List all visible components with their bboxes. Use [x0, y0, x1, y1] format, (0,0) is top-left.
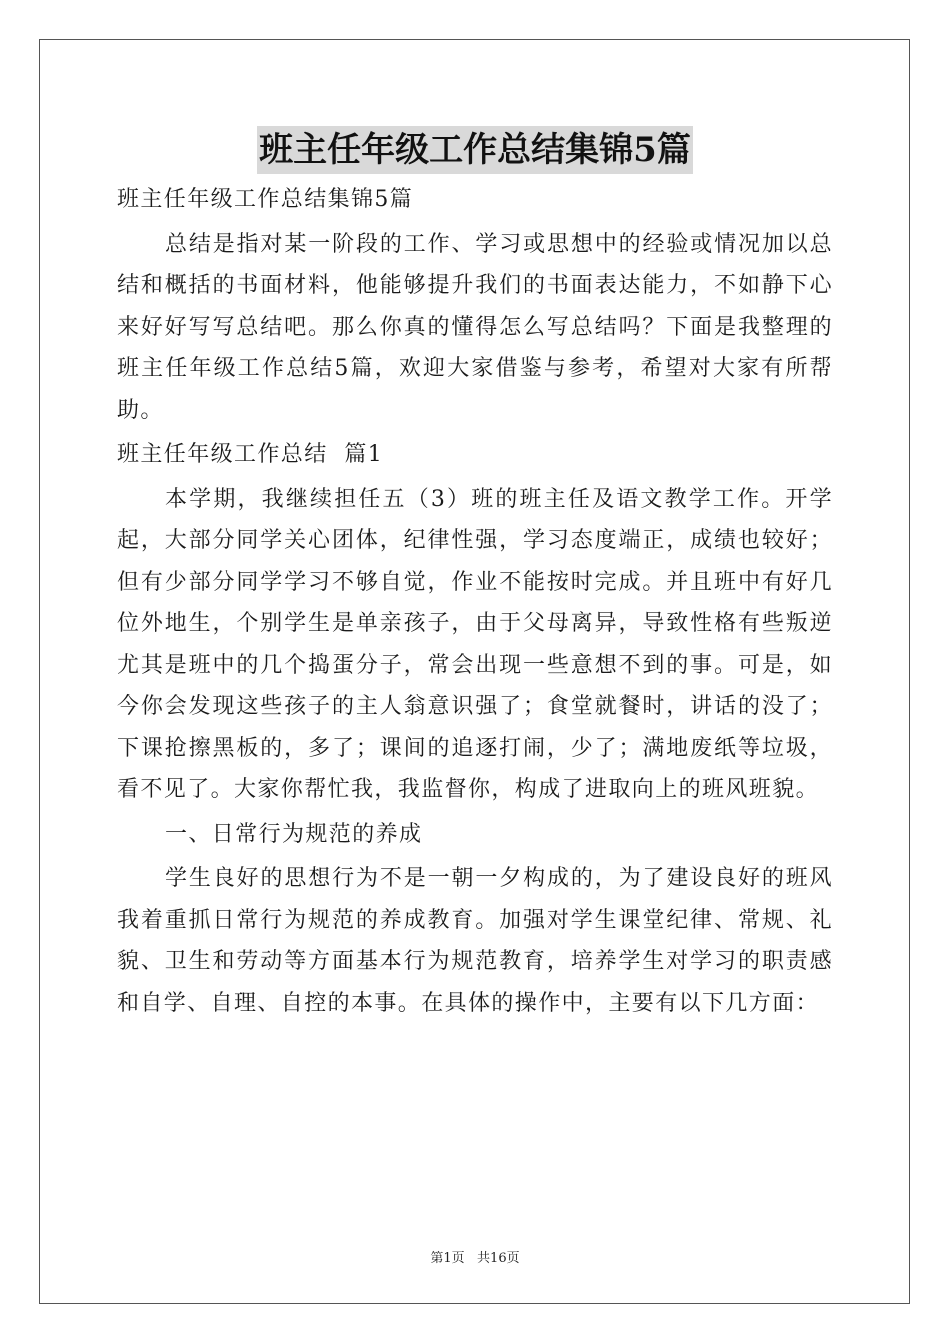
section-heading: 班主任年级工作总结 篇1 [117, 442, 384, 467]
document-body [117, 179, 833, 1024]
page-footer [0, 1247, 950, 1266]
intro-paragraph: 总结是指对某一阶段的工作、学习或思想中的经验或情况加以总结和概括的书面材料，他能够提升我们的书面表达能力，不如静下心来好好写写总结吧。那么你真的懂得怎么写总结吗？下面是我整理的班主任年级工作总结5篇，欢迎大家借鉴与参考，希望对大家有所帮助。 [117, 231, 833, 423]
section-paragraph-2: 学生良好的思想行为不是一朝一夕构成的，为了建设良好的班风我着重抓日常行为规范的养成教育。加强对学生课堂纪律、常规、礼貌、卫生和劳动等方面基本行为规范教育，培养学生对学习的职责感和自学、自理、自控的本事。在具体的操作中，主要有以下几方面： [117, 866, 833, 1016]
title-container [0, 126, 950, 174]
section-paragraph-1: 本学期，我继续担任五（3）班的班主任及语文教学工作。开学起，大部分同学关心团体，纪律性强，学习态度端正，成绩也较好；但有少部分同学学习不够自觉，作业不能按时完成。并且班中有好几位外地生，个别学生是单亲孩子，由于父母离异，导致性格有些叛逆尤其是班中的几个捣蛋分子，常会出现一些意想不到的事。可是，如今你会发现这些孩子的主人翁意识强了；食堂就餐时，讲话的没了；下课抢擦黑板的，多了；课间的追逐打闹，少了；满地废纸等垃圾，看不见了。大家你帮忙我，我监督你，构成了进取向上的班风班貌。 [117, 486, 833, 802]
subheading-daily-behavior: 一、日常行为规范的养成 [165, 821, 423, 847]
page-number-label: 第1页 共16页 [430, 1251, 520, 1266]
document-title: 班主任年级工作总结集锦5篇 [257, 126, 693, 174]
document-subtitle: 班主任年级工作总结集锦5篇 [117, 187, 414, 212]
